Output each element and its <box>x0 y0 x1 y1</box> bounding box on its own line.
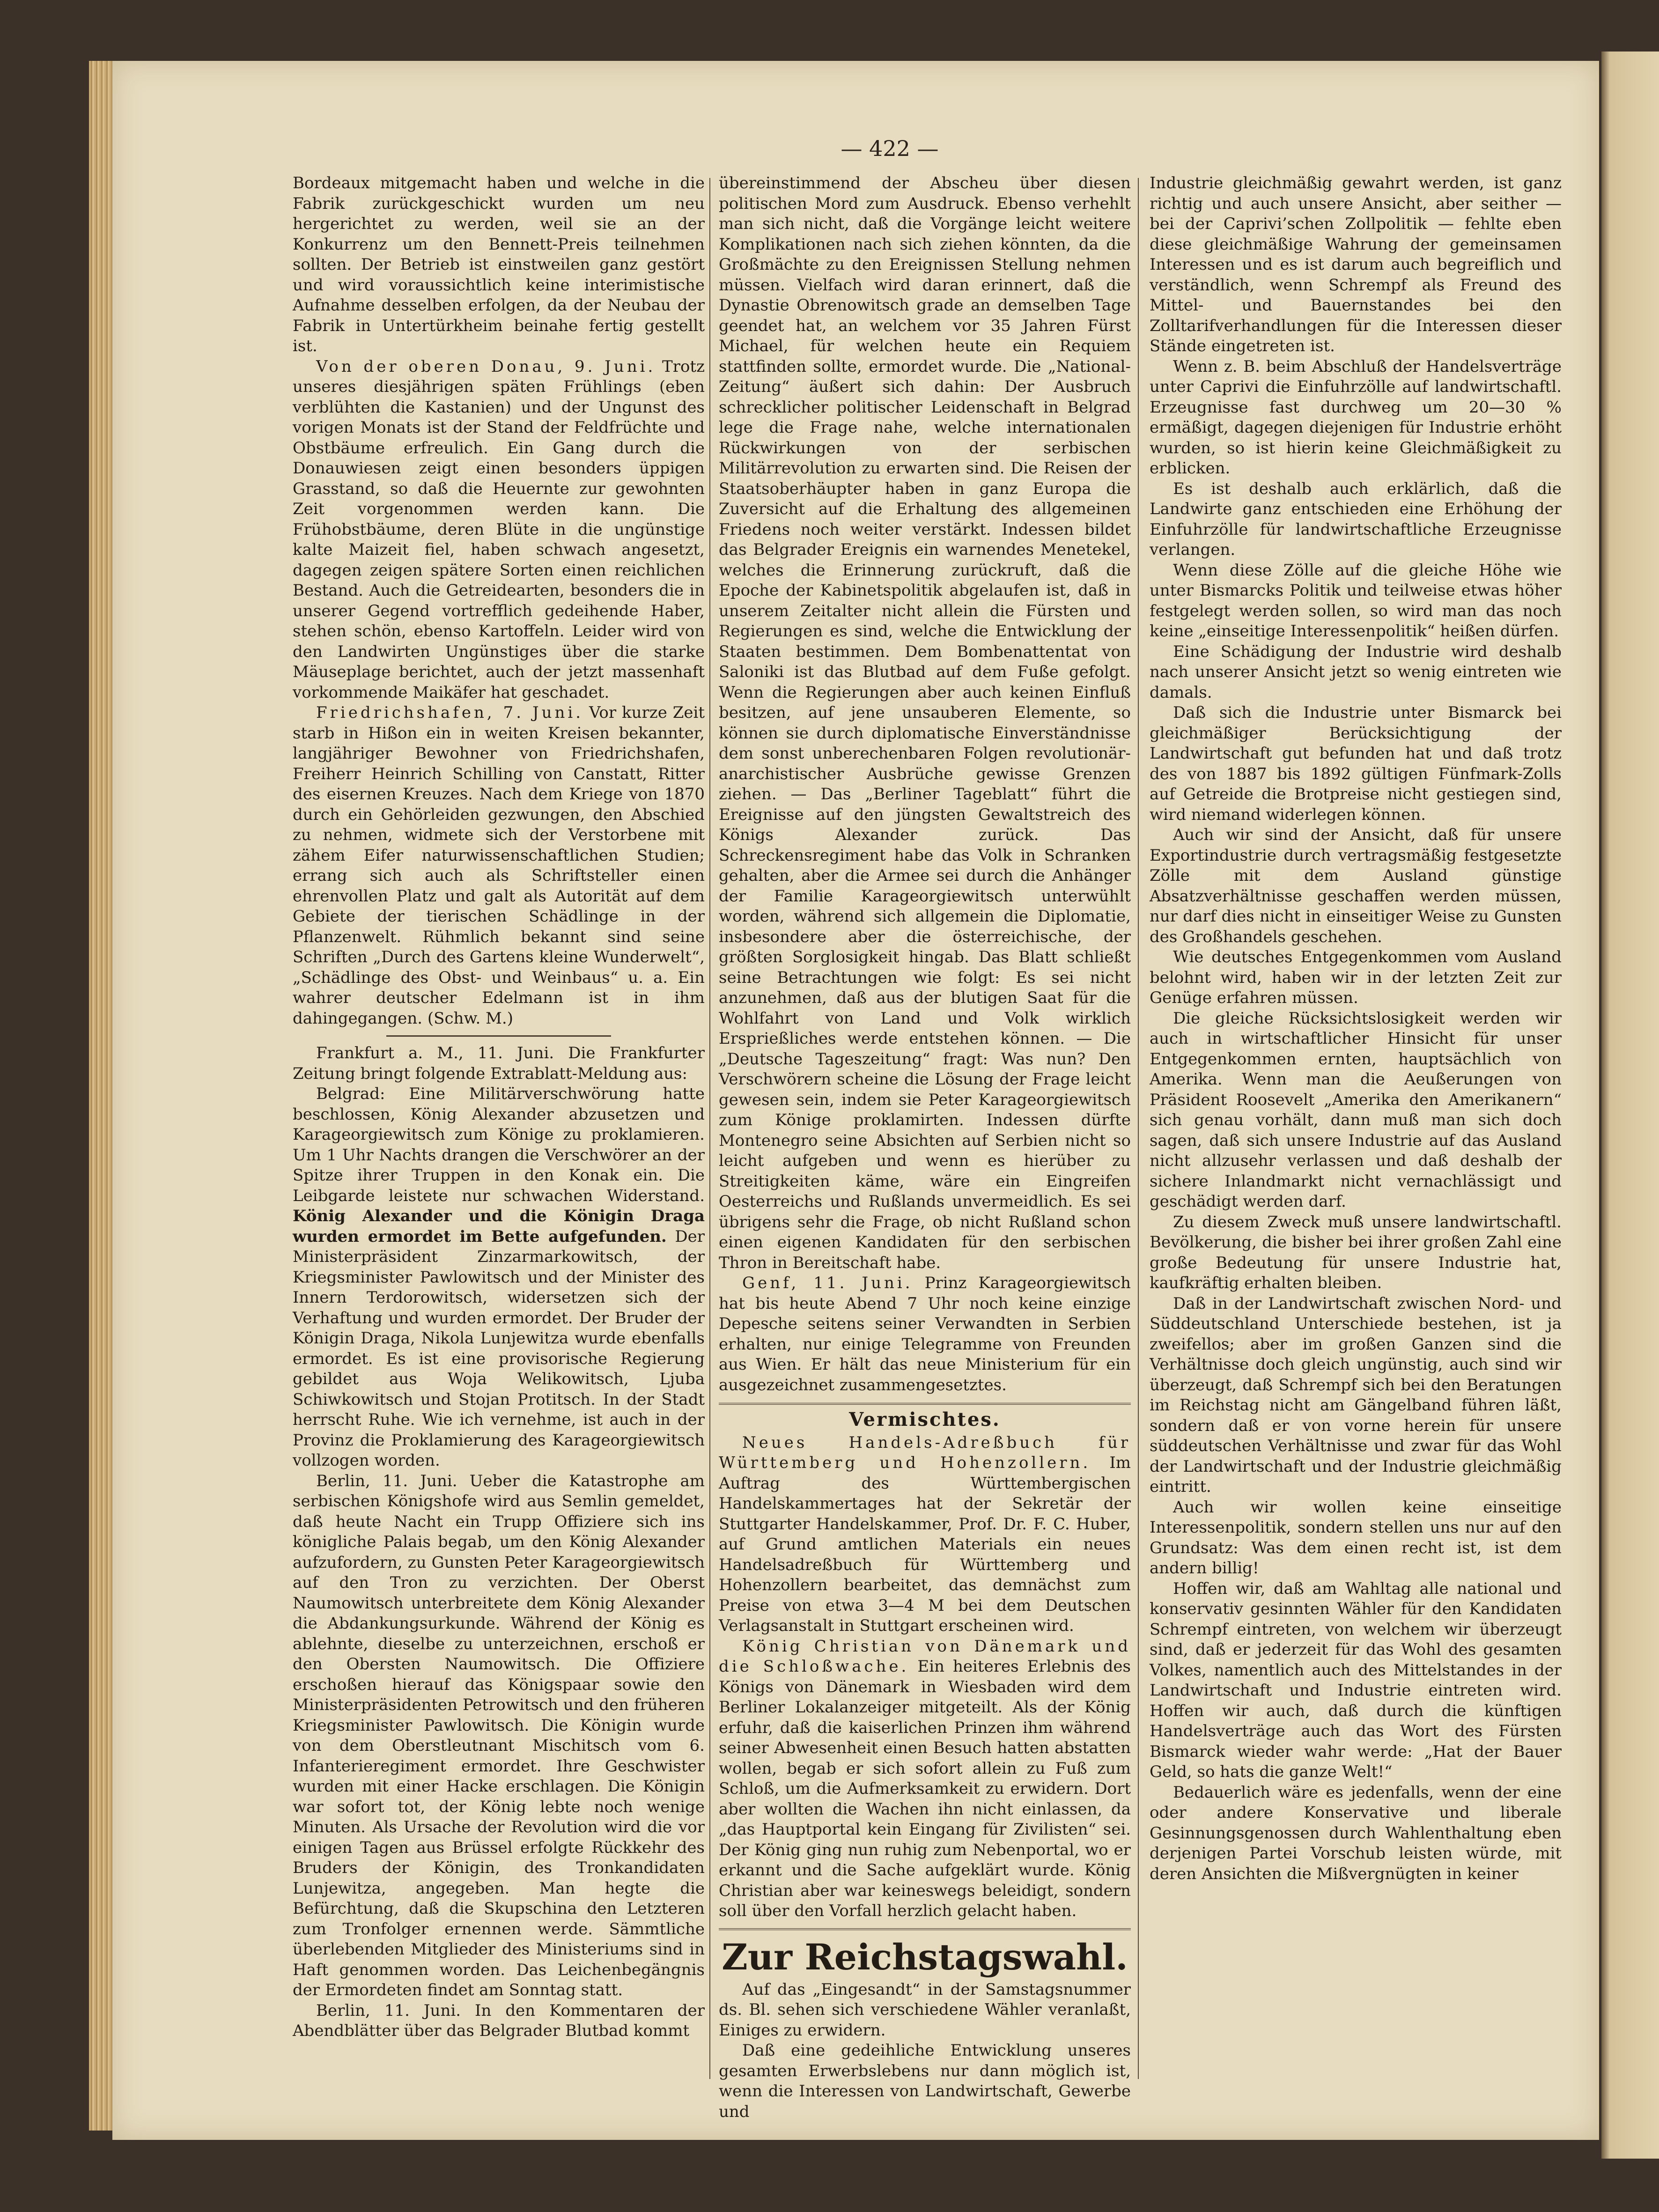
article-obere-donau <box>293 357 705 703</box>
paragraph: Daß in der Landwirtschaft zwischen Nord- und Süddeutschland Unterschiede bestehen, ist ja zweifellos; aber im großen Ganzen sind die Verhältnisse doch gleich ungünstig, auch sind wir überzeugt, daß Schrempf sich bei den Beratungen im Reichstag nicht am Gängelband führen läßt, sondern daß er von vorne herein für unsere süddeutschen Verhältnisse und zwar für das Wohl der Landwirtschaft und der Industrie gleichmäßig eintritt. <box>1150 1294 1562 1496</box>
paragraph: Bedauerlich wäre es jedenfalls, wenn der eine oder andere Konservative und liberale Gesinnungsgenossen durch Wahlenthaltung eben derjenigen Partei Vorschub leisten würde, mit deren Ansichten die Mißvergnügten in keiner <box>1150 1783 1562 1883</box>
paragraph: Zu diesem Zweck muß unsere landwirtschaftl. Bevölkerung, die bisher bei ihrer großen Zahl eine große Bedeutung für unsere Industrie hat, kaufkräftig erhalten bleiben. <box>1150 1212 1562 1292</box>
article-title: König Christian von Dänemark und die Schloßwache. <box>719 1637 1131 1676</box>
column-3 <box>1150 173 1562 2084</box>
paragraph: Hoffen wir, daß am Wahltag alle national und konservativ gesinnten Wähler für den Kandidaten Schrempf eintreten, von welchem wir überzeugt sind, daß er jederzeit für das Wohl des gesamten Volkes, namentlich auch des Mittelstandes in der Landwirtschaft und Industrie eintreten wird. Hoffen wir auch, daß durch die künftigen Handelsverträge auch das Wort des Fürsten Bismarck wieder wahr werde: „Hat der Bauer Geld, so hats die ganze Welt!“ <box>1150 1579 1562 1781</box>
dateline: Belgrad: <box>316 1084 385 1103</box>
paragraph: Industrie gleichmäßig gewahrt werden, ist ganz richtig und auch unsere Ansicht, aber seither — bei der Caprivi’schen Zollpolitik — fehlte eben diese gleichmäßige Wahrung der gemeinsamen Interessen und es ist darum auch begreiflich und verständlich, wenn Schrempf als Freund des Mittel- und Bauernstandes bei den Zolltarifverhandlungen für die Interessen dieser Stände eingetreten ist. <box>1150 174 1562 355</box>
paragraph: Es ist deshalb auch erklärlich, daß die Landwirte ganz entschieden eine Erhöhung der Einfuhrzölle für landwirtschaftliche Erzeugnisse verlangen. <box>1150 479 1562 559</box>
dateline: Friedrichshafen, 7. Juni. <box>316 703 584 722</box>
article-berlin-2 <box>293 2001 705 2042</box>
column-2 <box>719 173 1131 2121</box>
article-text: Der Ministerpräsident Zinzarmarkowitsch, der Kriegsminister Pawlowitsch und der Minister des Innern Terdorowitsch, widersetzen sich der Verhaftung und wurden ermordet. Der Bruder der Königin Draga, Nikola Lunjewitza wurde ebenfalls ermordet. Es ist eine provisorische Regierung gebildet aus Woja Welikowitsch, Ljuba Schiwkowitsch und Stojan Protitsch. In der Stadt herrscht Ruhe. Wie ich vernehme, ist auch in der Provinz die Proklamierung des Karageorgiewitsch vollzogen worden. <box>293 1227 705 1470</box>
article-text: Vor kurze Zeit starb in Hißon ein in weiten Kreisen bekannter, langjähriger Bewohner von Friedrichshafen, Freiherr Heinrich Schilling von Canstatt, Ritter des eisernen Kreuzes. Nach dem Kriege von 1870 durch ein Gehörleiden gezwungen, den Abschied zu nehmen, widmete sich der Verstorbene mit zähem Eifer naturwissenschaftlichen Studien; errang sich auch als Schriftsteller einen ehrenvollen Platz und galt als Autorität auf dem Gebiete der tierischen Schädlinge in der Pflanzenwelt. Rühmlich bekannt sind seine Schriften „Durch des Gartens kleine Wunderwelt“, „Schädlinge des Obst- und Weinbaus“ u. a. Ein wahrer deutscher Edelmann ist in ihm dahingegangen. (Schw. M.) <box>293 703 705 1028</box>
article-berlin-1 <box>293 1471 705 2001</box>
article-text: Ein heiteres Erlebnis des Königs von Dänemark in Wiesbaden wird dem Berliner Lokalanzeiger mitgeteilt. Als der König erfuhr, daß die kaiserlichen Prinzen ihm während seiner Abwesenheit einen Besuch hatten abstatten wollen, begab er sich sofort allein zu Fuß zum Schloß, um die Aufmerksamkeit zu erwidern. Dort aber wollten die Wachen ihn nicht einlassen, da „das Hauptportal kein Eingang für Zivilisten“ sei. Der König ging nun ruhig zum Nebenportal, wo er erkannt und die Sache aufgeklärt wurde. König Christian aber war keineswegs beleidigt, sondern soll über den Vorfall herzlich gelacht haben. <box>719 1657 1131 1920</box>
article-text: Prinz Karageorgiewitsch hat bis heute Abend 7 Uhr noch keine einzige Depesche seitens seiner Verwandten in Serbien erhalten, nur einige Telegramme von Freunden aus Wien. Er hält das neue Ministerium für ein ausgezeichnet zusammengesetztes. <box>719 1274 1131 1394</box>
article-berlin-continued: übereinstimmend der Abscheu über diesen politischen Mord zum Ausdruck. Ebenso verhehlt man sich nicht, daß die Vorgänge leicht weitere Komplikationen nach sich ziehen könnten, da die Großmächte zu den Ereignissen Stellung nehmen müssen. Vielfach wird daran erinnert, daß die Dynastie Obrenowitsch grade an demselben Tage geendet hat, an welchem vor 35 Jahren Fürst Michael, für welchen heute ein Requiem stattfinden sollte, ermordet wurde. Die „National-Zeitung“ äußert sich dahin: Der Ausbruch schrecklicher politischer Leidenschaft in Belgrad lege die Frage nahe, welche internationalen Rückwirkungen von der serbischen Militärrevolution zu erwarten sind. Die Reisen der Staatsoberhäupter haben in ganz Europa die Zuversicht auf die Erhaltung des allgemeinen Friedens noch weiter verstärkt. Indessen bildet das Belgrader Ereignis ein warnendes Menetekel, welches die Erinnerung zurückruft, daß die Epoche der Kabinetspolitik abgelaufen ist, daß in unserem Zeitalter nicht allein die Fürsten und Regierungen es sind, welche die Entwicklung der Staaten bestimmen. Dem Bombenattentat von Saloniki ist das Blutbad auf dem Fuße gefolgt. Wenn die Regierungen aber auch keinen Einfluß besitzen, auf jene unsauberen Elemente, so können sie durch diplomatische Einverständnisse dem sonst unberechenbaren Folgen revolutionär-anarchistischer Ausbrüche gewisse Grenzen ziehen. — Das „Berliner Tageblatt“ führt die Ereignisse auf den jüngsten Gewaltstreich des Königs Alexander zurück. Das Schreckensregiment habe das Volk in Schranken gehalten, aber die Armee sei durch die Anhänger der Familie Karageorgiewitsch unterwühlt worden, während sich allgemein die Diplomatie, insbesondere aber die österreichische, der größten Sorglosigkeit hingab. Das Blatt schließt seine Betrachtungen wie folgt: Es sei nicht anzunehmen, daß aus der blutigen Saat für die Wohlfahrt von Land und Volk wirklich Ersprießliches werde entstehen können. — Die „Deutsche Tageszeitung“ fragt: Was nun? Den Verschwörern scheine die Lösung der Frage leicht gewesen sein, indem sie Peter Karageorgiewitsch zum Könige proklamirten. Indessen dürfte Montenegro seine Absichten auf Serbien nicht so leicht aufgeben und wenn es hierüber zu Streitigkeiten käme, wäre ein Eingreifen Oesterreichs und Rußlands unvermeidlich. Es sei übrigens sehr die Frage, ob nicht Rußland schon einen eigenen Kandidaten für den serbischen Thron in Bereitschaft habe. <box>719 174 1131 1272</box>
article-reichstagswahl-text: Daß eine gedeihliche Entwicklung unseres gesamten Erwerbslebens nur dann möglich ist, wenn die Interessen von Landwirtschaft, Gewerbe und <box>719 2041 1131 2121</box>
paragraph: Auch wir sind der Ansicht, daß für unsere Exportindustrie durch vertragsmäßig festgesetzte Zölle mit dem Ausland günstige Absatzverhältnisse geschaffen werden müssen, nur darf dies nicht in einseitiger Weise zu Gunsten des Großhandels geschehen. <box>1150 826 1562 946</box>
dateline: Berlin, 11. Juni. <box>316 2001 461 2020</box>
column-1 <box>293 173 705 2084</box>
dateline: Von der oberen Donau, 9. Juni. <box>316 357 656 376</box>
separator <box>386 1035 611 1037</box>
article-koenig-christian <box>719 1637 1131 1922</box>
paragraph: Auch wir wollen keine einseitige Interessenpolitik, sondern stellen uns nur auf den Grundsatz: Was dem einen recht ist, ist dem andern billig! <box>1150 1497 1562 1578</box>
paragraph: Wenn diese Zölle auf die gleiche Höhe wie unter Bismarcks Politik und teilweise etwas höher festgelegt werden sollen, so wird man das noch keine „einseitige Interessenpolitik“ heißen dürfen. <box>1150 560 1562 641</box>
article-genf <box>719 1273 1131 1395</box>
column-rule-right <box>1138 178 1139 2079</box>
article-adressbuch <box>719 1433 1131 1637</box>
section-heading-reichstagswahl: Zur Reichstagswahl. <box>719 1928 1131 1980</box>
article-text: Trotz unseres diesjährigen späten Frühlings (eben verblühten die Kastanien) und der Ungunst des vorigen Monats ist der Stand der Feldfrüchte und Obstbäume erfreulich. Ein Gang durch die Donauwiesen zeigt einen besonders üppigen Grasstand, so daß die Heuernte zur gewohnten Zeit vorgenommen werden kann. Die Frühobstbäume, deren Blüte in die ungünstige kalte Maizeit fiel, haben schwach angesetzt, dagegen zeigen spätere Sorten einen reichlichen Bestand. Auch die Getreidearten, besonders die in unserer Gegend vortrefflich gedeihende Haber, stehen schön, ebenso Kartoffeln. Leider wird von den Landwirten Ungünstiges über die starke Mäuseplage berichtet, auch der jetzt massenhaft vorkommende Maikäfer hat geschadet. <box>293 357 705 702</box>
paragraph: Die gleiche Rücksichtslosigkeit werden wir auch in wirtschaftlicher Hinsicht für unser Entgegenkommen ernten, hauptsächlich von Amerika. Wenn man die Aeußerungen von Präsident Roosevelt „Amerika den Amerikanern“ sich genau vorhält, dann muß man sich doch sagen, daß sich unsere Industrie auf das Ausland nicht allzusehr verlassen und daß deshalb der sichere Inlandmarkt nicht vernachlässigt und geschädigt werden darf. <box>1150 1009 1562 1211</box>
dateline: Berlin, 11. Juni. <box>316 1471 457 1490</box>
headline-bold: König Alexander und die Königin Draga wurden ermordet im Bette aufgefunden. <box>293 1207 705 1246</box>
article-text: Ueber die Katastrophe am serbischen Königshofe wird aus Semlin gemeldet, daß heute Nacht ein Trupp Offiziere sich ins königliche Palais begab, um den König Alexander aufzufordern, zu Gunsten Peter Karageorgiewitsch auf den Tron zu verzichten. Der Oberst Naumowitsch unterbreitete dem König Alexander die Abdankungsurkunde. Während der König es ablehnte, dieselbe zu unterzeichnen, erschoß er den Obersten Naumowitsch. Die Offiziere erschoßen hierauf das Königspaar sowie den Ministerpräsidenten Petrowitsch und den früheren Kriegsminister Pawlowitsch. Die Königin wurde von dem Oberstleutnant Mischitsch vom 6. Infanterieregiment ermordet. Ihre Geschwister wurden mit einer Hacke erschlagen. Die Königin war sofort tot, der König lebte noch wenige Minuten. Als Ursache der Revolution wird die vor einigen Tagen aus Brüssel erfolgte Rückkehr des Bruders der Königin, des Tronkandidaten Lunjewitza, angegeben. Man hegte die Befürchtung, daß die Skupschina den Letzteren zum Tronfolger ernennen werde. Sämmtliche überlebenden Mitglieder des Ministeriums sind in Haft genommen worden. Das Leichenbegängnis der Ermordeten findet am Sonntag statt. <box>293 1471 705 1999</box>
dateline: Frankfurt a. M., 11. Juni. <box>316 1044 554 1062</box>
article-friedrichshafen <box>293 703 705 1029</box>
article-text: Eine Militärverschwörung hatte beschlossen, König Alexander abzusetzen und Karageorgiewitsch zum Könige zu proklamieren. Um 1 Uhr Nachts drangen die Verschwörer an der Spitze ihrer Truppen in den Konak ein. Die Leibgarde leistete nur schwachen Widerstand. <box>293 1084 705 1205</box>
facing-page-edge <box>1601 52 1659 2159</box>
paragraph: Wenn z. B. beim Abschluß der Handelsverträge unter Caprivi die Einfuhrzölle auf landwirtschaftl. Erzeugnisse fast durchweg um 20—30 % ermäßigt, dagegen diejenigen für Industrie erhöht wurden, so ist hierin keine Gleichmäßigkeit zu erblicken. <box>1150 357 1562 478</box>
dateline: Genf, 11. Juni. <box>742 1274 913 1292</box>
section-heading-vermischtes: Vermischtes. <box>719 1403 1131 1430</box>
article-frankfurt <box>293 1043 705 1084</box>
article-bordeaux-end: Bordeaux mitgemacht haben und welche in die Fabrik zurückgeschickt wurden um neu hergerichtet zu werden, weil sie an der Konkurrenz um den Bennett-Preis teilnehmen sollten. Der Betrieb ist einstweilen ganz gestört und wird voraussichtlich keine interimistische Aufnahme desselben erfolgen, da der Neubau der Fabrik in Untertürkheim beinahe fertig gestellt ist. <box>293 174 705 355</box>
paragraph: Daß sich die Industrie unter Bismarck bei gleichmäßiger Berücksichtigung der Landwirtschaft gut befunden hat und daß trotz des von 1887 bis 1892 gültigen Fünfmark-Zolls auf Getreide die Brotpreise nicht gestiegen sind, wird niemand widerlegen können. <box>1150 703 1562 824</box>
article-reichstagswahl-intro: Auf das „Eingesandt“ in der Samstagsnummer ds. Bl. sehen sich verschiedene Wähler veranlaßt, Einiges zu erwidern. <box>719 1980 1131 2040</box>
paragraph: Wie deutsches Entgegenkommen vom Ausland belohnt wird, haben wir in der letzten Zeit zur Genüge erfahren müssen. <box>1150 948 1562 1007</box>
article-text: In den Kommentaren der Abendblätter über das Belgrader Blutbad kommt <box>293 2001 705 2040</box>
column-rule-left <box>709 178 710 2079</box>
article-text: Im Auftrag des Württembergischen Handelskammertages hat der Sekretär der Stuttgarter Handelskammer, Prof. Dr. F. C. Huber, auf Grund amtlichen Materials ein neues Handelsadreßbuch für Württemberg und Hohenzollern bearbeitet, das demnächst zum Preise von etwa 3—4 M bei dem Deutschen Verlagsanstalt in Stuttgart erscheinen wird. <box>719 1453 1131 1635</box>
article-belgrad <box>293 1084 705 1471</box>
article-title: Neues Handels-Adreßbuch für Württemberg und Hohenzollern. <box>719 1433 1131 1472</box>
paragraph: Eine Schädigung der Industrie wird deshalb nach unserer Ansicht jetzt so wenig eintreten wie damals. <box>1150 642 1562 702</box>
page-number: — 422 — <box>841 136 939 161</box>
article-text: Die Frankfurter Zeitung bringt folgende Extrablatt-Meldung aus: <box>293 1044 705 1083</box>
